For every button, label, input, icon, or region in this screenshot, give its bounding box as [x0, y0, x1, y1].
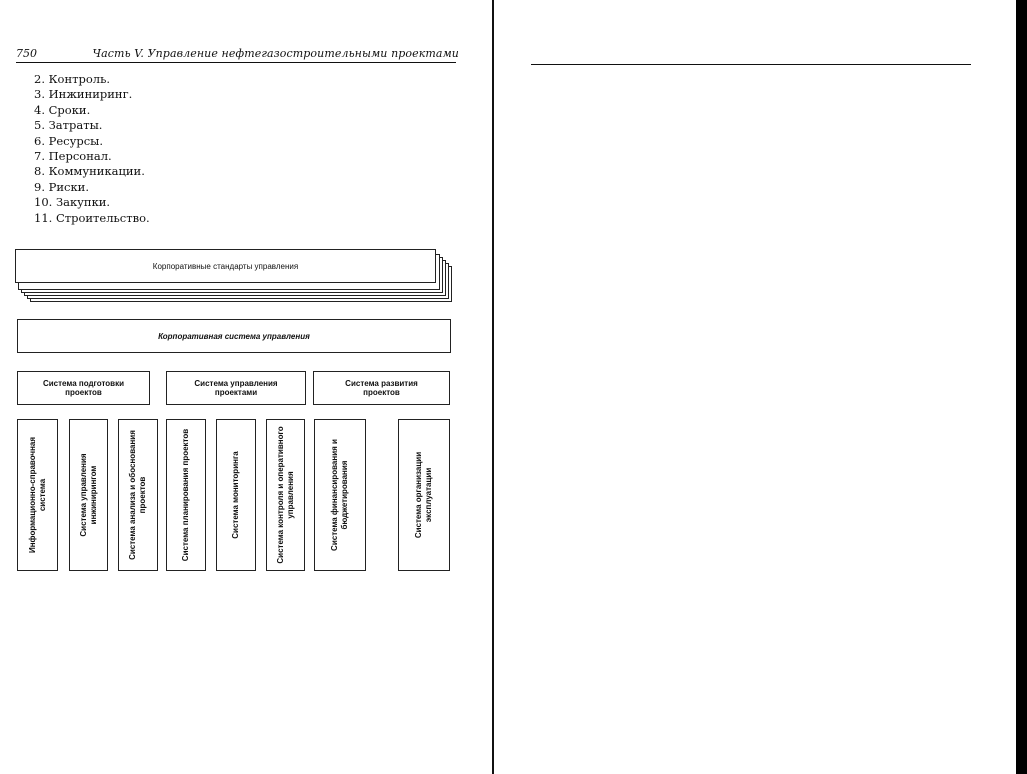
corporate-standards-box [15, 249, 436, 283]
system-box [17, 371, 150, 405]
system-label: Система развития проектов [345, 379, 418, 397]
corporate-system-label: Корпоративная система управления [158, 331, 310, 341]
page-number: 750 [16, 47, 37, 60]
subsystem-box [398, 419, 450, 571]
list-item: 8. Коммуникации. [34, 164, 145, 179]
list-item: 4. Сроки. [34, 102, 91, 117]
right-page [494, 0, 1027, 774]
subsystem-box [216, 419, 256, 571]
subsystem-box [69, 419, 108, 571]
left-page [0, 0, 493, 774]
subsystem-label: Система анализа и обоснования проектов [128, 430, 147, 560]
corporate-standards-label: Корпоративные стандарты управления [152, 261, 299, 271]
list-item: 10. Закупки. [34, 195, 111, 210]
running-head: Часть V. Управление нефтегазостроительными проектами [92, 47, 459, 60]
list-item: 3. Инжиниринг. [34, 87, 133, 102]
subsystem-label: Система мониторинга [231, 451, 240, 539]
subsystem-box [166, 419, 206, 571]
subsystem-box [118, 419, 158, 571]
list-item: 6. Ресурсы. [34, 133, 103, 148]
list-item: 5. Затраты. [34, 118, 103, 133]
list-item: 2. Контроль. [34, 72, 110, 86]
subsystem-label: Система контроля и оперативного управления [275, 426, 295, 564]
right-header-rule [531, 64, 971, 65]
subsystem-label: Система финансирования и бюджетирования [330, 439, 349, 551]
subsystem-box [314, 419, 366, 571]
subsystem-label: Система планирования проектов [181, 428, 190, 562]
numbered-list [34, 72, 150, 226]
system-box [313, 371, 450, 405]
subsystem-box [266, 419, 305, 571]
subsystem-label: Система организации эксплуатации [414, 451, 433, 539]
list-item: 9. Риски. [34, 179, 89, 194]
list-item: 11. Строительство. [34, 210, 150, 225]
list-item: 7. Персонал. [34, 149, 112, 164]
system-label: Система управления проектами [194, 379, 278, 397]
subsystem-box [17, 419, 58, 571]
system-label: Система подготовки проектов [42, 379, 125, 397]
subsystem-label: Информационно-справочная система [27, 436, 47, 554]
system-box [166, 371, 306, 405]
corporate-system-box [17, 319, 451, 353]
subsystem-label: Система управления инжинирингом [78, 453, 98, 537]
right-scan-edge [1016, 0, 1027, 774]
